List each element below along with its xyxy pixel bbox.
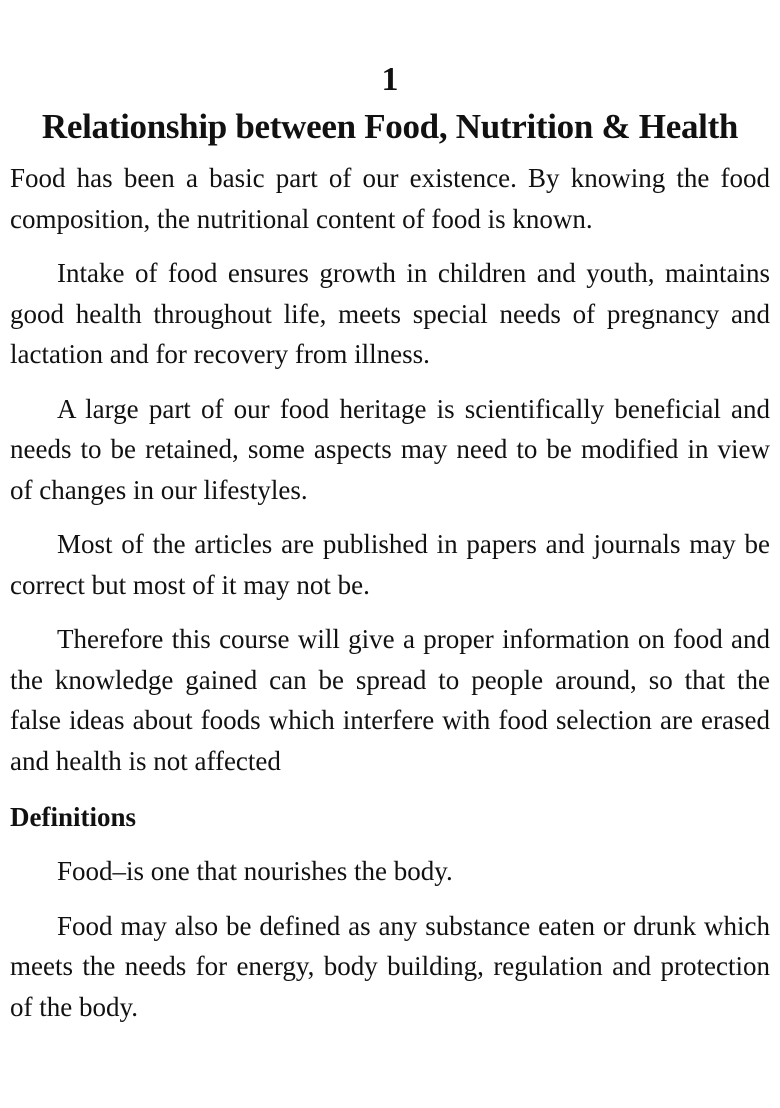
- definition-paragraph: Food–is one that nourishes the body.: [57, 856, 453, 886]
- document-page: [10, 58, 770, 1041]
- paragraph: A large part of our food heritage is scientifically beneficial and needs to be retained, some aspects may need to be modified in view of changes in our lifestyles.: [10, 393, 770, 505]
- chapter-title: Relationship between Food, Nutrition & Health: [41, 107, 739, 146]
- chapter-number: 1: [381, 61, 399, 98]
- paragraph: Food has been a basic part of our existence. By knowing the food composition, the nutritional content of food is known.: [10, 163, 770, 234]
- definition-paragraph: Food may also be defined as any substance eaten or drunk which meets the needs for energy, body building, regulation and protection of the body.: [10, 910, 770, 1022]
- section-heading-definitions: Definitions: [10, 802, 137, 832]
- paragraph: Therefore this course will give a proper information on food and the knowledge gained can be spread to people around, so that the false ideas about foods which interfere with food selection are erased and health is not affected: [10, 624, 770, 776]
- paragraph: Intake of food ensures growth in children and youth, maintains good health throughout life, meets special needs of pregnancy and lactation and for recovery from illness.: [10, 258, 770, 369]
- paragraph: Most of the articles are published in papers and journals may be correct but most of it may not be.: [10, 529, 770, 600]
